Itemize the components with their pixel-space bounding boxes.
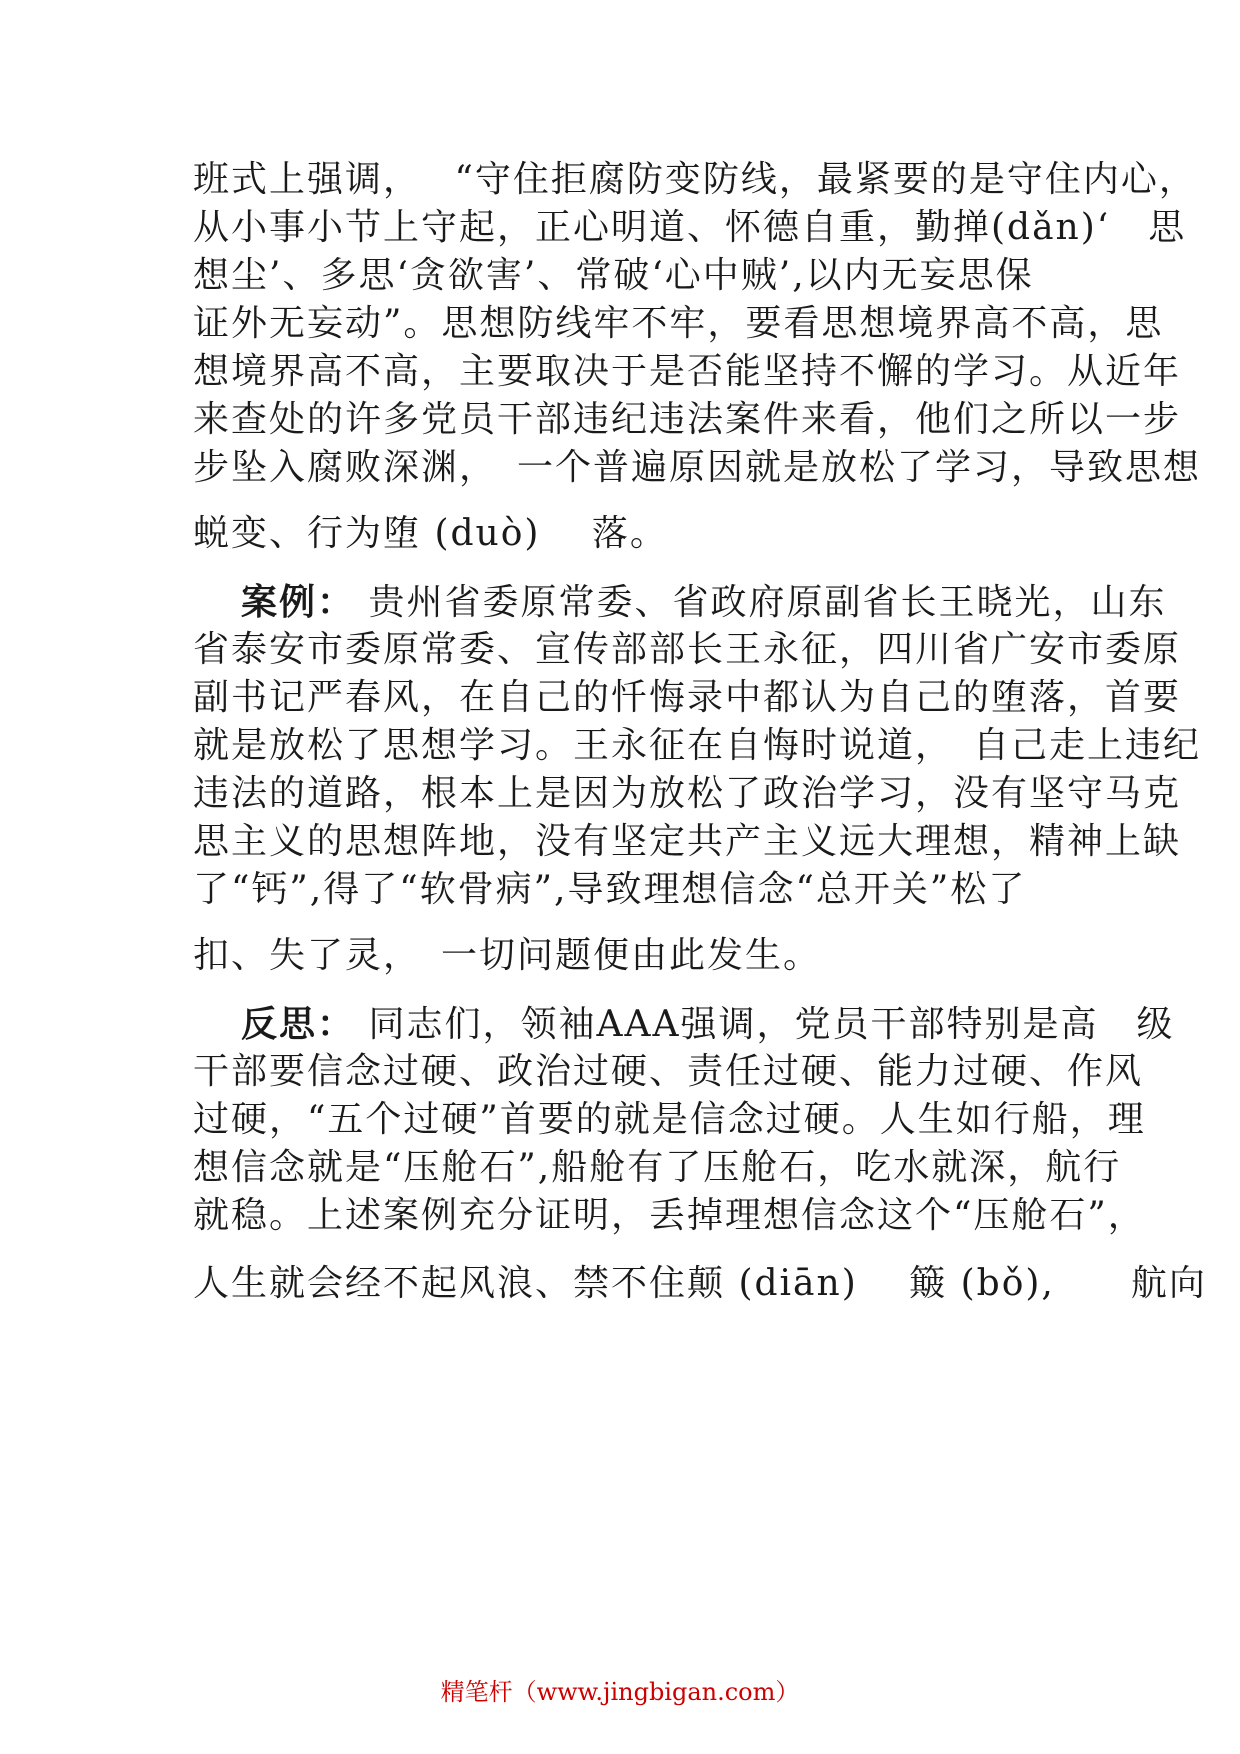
case-label: 案例： bbox=[241, 581, 356, 623]
text-line: 人生就会经不起风浪、禁不住颠 (diān) 簸 (bǒ), 航向 bbox=[193, 1263, 1207, 1304]
text-line: 就稳。上述案例充分证明，丢掉理想信念这个“压舱石”， bbox=[193, 1195, 1146, 1236]
text-line: 过硬，“五个过硬”首要的就是信念过硬。人生如行船，理 bbox=[193, 1099, 1146, 1140]
reflection-label: 反思： bbox=[241, 1003, 356, 1045]
text-line: 省泰安市委原常委、宣传部部长王永征，四川省广安市委原 bbox=[193, 629, 1182, 670]
text-line: 步坠入腐败深渊， 一个普遍原因就是放松了学习，导致思想 bbox=[193, 447, 1202, 488]
case-first-line bbox=[241, 580, 1167, 625]
reflection-first-text: 同志们，领袖AAA强调，党员干部特别是高 级 bbox=[355, 1004, 1175, 1045]
text-line: 副书记严春风，在自己的忏悔录中都认为自己的堕落，首要 bbox=[193, 677, 1182, 718]
case-first-text: 贵州省委原常委、省政府原副省长王晓光，山东 bbox=[355, 582, 1167, 623]
text-line: 就是放松了思想学习。王永征在自悔时说道， 自己走上违纪 bbox=[193, 725, 1202, 766]
footer-watermark: 精笔杆（www.jingbigan.com） bbox=[440, 1678, 800, 1706]
text-line: 从小事小节上守起，正心明道、怀德自重，勤掸(dǎn)‘ 思 bbox=[193, 207, 1187, 248]
text-line: 思主义的思想阵地，没有坚定共产主义远大理想，精神上缺 bbox=[193, 821, 1182, 862]
text-line: 想信念就是“压舱石”,船舱有了压舱石，吃水就深，航行 bbox=[193, 1147, 1122, 1188]
text-line: 来查处的许多党员干部违纪违法案件来看，他们之所以一步 bbox=[193, 399, 1182, 440]
text-line: 违法的道路，根本上是因为放松了政治学习，没有坚守马克 bbox=[193, 773, 1182, 814]
text-line: 想尘’、多思‘贪欲害’、常破‘心中贼’,以内无妄思保 bbox=[193, 255, 1034, 296]
text-line: 证外无妄动”。思想防线牢不牢，要看思想境界高不高，思 bbox=[193, 303, 1164, 344]
text-line: 干部要信念过硬、政治过硬、责任过硬、能力过硬、作风 bbox=[193, 1051, 1144, 1092]
text-line: 想境界高不高，主要取决于是否能坚持不懈的学习。从近年 bbox=[193, 351, 1182, 392]
text-line: 扣、失了灵， 一切问题便由此发生。 bbox=[193, 935, 822, 976]
text-line: 了“钙”,得了“软骨病”,导致理想信念“总开关”松了 bbox=[193, 869, 1027, 910]
text-line: 班式上强调， “守住拒腐防变防线，最紧要的是守住内心， bbox=[193, 159, 1197, 200]
reflection-first-line bbox=[241, 1002, 1175, 1047]
text-line: 蜕变、行为堕 (duò) 落。 bbox=[193, 513, 668, 554]
